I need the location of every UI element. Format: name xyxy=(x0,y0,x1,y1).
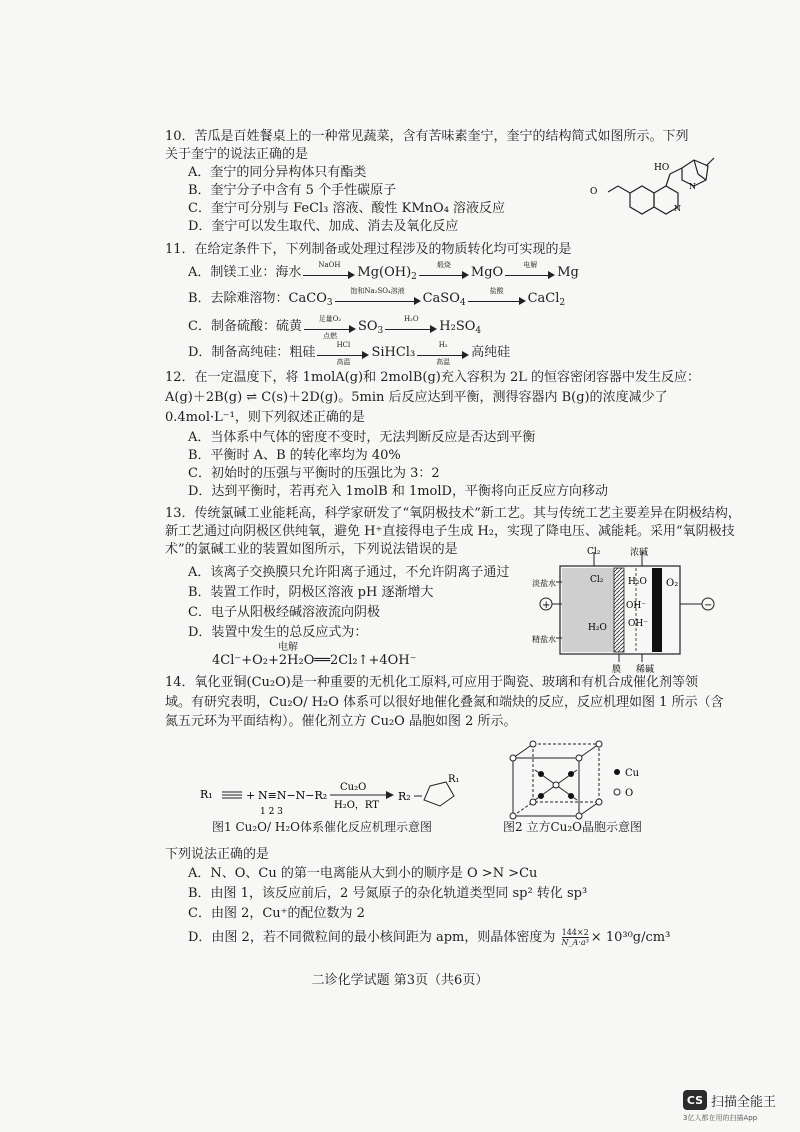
q11-d-prefix: D．制备高纯硅：粗硅 xyxy=(188,345,316,360)
q11-a-arrow3 xyxy=(505,260,555,279)
q13-h2o-left: H₂O xyxy=(588,623,607,633)
q14-fraction-denominator: N_A·a³ xyxy=(561,938,589,947)
q12-stem-line1: 12．在一定温度下，将 1molA(g)和 2molB(g)充入容积为 2L 的恒容密闭容器中发生反应： xyxy=(165,370,701,385)
q14-option-d xyxy=(188,928,670,947)
q11-b-end: CaCl xyxy=(527,291,560,306)
q13-stem-line3: 术”的氯碱工业的装置如图所示，下列说法错误的是 xyxy=(165,542,458,557)
q13-o2: O₂ xyxy=(666,578,679,589)
quinine-ho-label: HO xyxy=(654,163,670,173)
q14-stem-line2: 域。有研究表明，Cu₂O/ H₂O 体系可以很好地催化叠氮和端炔的反应，反应机理如图 1 所示（含 xyxy=(165,695,724,710)
q11-b-arrow2 xyxy=(468,286,526,305)
q11-c-arrow1 xyxy=(304,314,356,340)
q11-c-end: H₂SO xyxy=(439,319,476,334)
q11-option-a: A．制镁工业：海水 NaOH $Mg(OH)_2$ 煅烧 MgO 电解 Mg xyxy=(188,260,579,282)
q14-fig1-r2: R₂ xyxy=(398,790,411,803)
q11-a-arrow3-label: 电解 xyxy=(523,260,538,269)
q13-oh-1: OH⁻ xyxy=(626,601,646,611)
q11-a-mid1: Mg(OH) xyxy=(357,265,412,280)
q11-option-c: C．制备硫酸：硫黄 足量O₂ 点燃 $SO_3$ H₂O $H_2SO_4$ xyxy=(188,314,482,340)
q11-d-arrow2-bottom: 高温 xyxy=(436,357,451,366)
q10-stem-line2: 关于奎宁的说法正确的是 xyxy=(165,147,309,162)
q13-option-d: D．装置中发生的总反应式为： xyxy=(188,625,368,640)
q11-a-arrow2 xyxy=(419,260,469,279)
q14-fig1-caption: 图1 Cu₂O/ H₂O体系催化反应机理示意图 xyxy=(212,820,432,834)
scanner-app-name: 扫描全能王 xyxy=(711,1094,777,1110)
q11-d-end: 高纯硅 xyxy=(471,345,511,360)
q13-membrane: 膜 xyxy=(612,665,622,675)
q14-fig1-conditions: H₂O，RT xyxy=(334,800,379,811)
q13-option-c: C．电子从阳极经碱溶液流向阴极 xyxy=(188,605,380,620)
q13-equation-condition: 电解 xyxy=(278,642,298,653)
q11-d-arrow2 xyxy=(417,340,469,366)
q11-d-arrow1 xyxy=(317,340,369,366)
q14-fig2-caption: 图2 立方Cu₂O晶胞示意图 xyxy=(503,820,643,834)
q10-option-c: C．奎宁可分别与 FeCl₃ 溶液、酸性 KMnO₄ 溶液反应 xyxy=(188,201,506,216)
q11-d-arrow2-top: H₂ xyxy=(438,340,448,349)
q14-figure2-unit-cell xyxy=(505,740,655,820)
q12-option-a: A．当体系中气体的密度不变时，无法判断反应是否达到平衡 xyxy=(188,430,536,445)
q13-h2o-right: H₂O xyxy=(628,577,647,587)
q11-d-mid: SiHCl₃ xyxy=(371,345,416,360)
q14-fig1-numbers: 1 2 3 xyxy=(260,807,283,817)
svg-text:N: N xyxy=(689,182,696,191)
quinine-structure-diagram xyxy=(590,148,720,238)
q11-c-prefix: C．制备硫酸：硫黄 xyxy=(188,319,302,334)
q12-stem-line3: 0.4mol·L⁻¹，则下列叙述正确的是 xyxy=(165,410,365,425)
svg-text:+: + xyxy=(246,789,256,802)
q11-c-arrow1-bottom: 点燃 xyxy=(322,331,337,340)
q11-a-arrow2-label: 煅烧 xyxy=(436,260,451,269)
scanner-watermark xyxy=(683,1090,776,1110)
q14-fig2-legend-o: O xyxy=(625,788,634,799)
q11-a-arrow1-label: NaOH xyxy=(318,260,341,269)
q10-option-b: B．奎宁分子中含有 5 个手性碳原子 xyxy=(188,183,397,198)
q11-option-d xyxy=(188,340,511,366)
q13-sat-brine: 精盐水 xyxy=(532,635,556,644)
q13-plus-terminal: + xyxy=(542,600,551,611)
q13-stem-line2: 新工艺通过向阴极区供纯氧，避免 H⁺直接得电子生成 H₂，实现了降电压、减能耗。采用“氧阴极技 xyxy=(165,524,735,539)
q11-a-mid2: MgO xyxy=(470,265,504,280)
q11-d-arrow1-bottom: 高温 xyxy=(336,357,351,366)
q13-cl2-inner: Cl₂ xyxy=(590,575,604,585)
q14-fig1-r1: R₁ xyxy=(200,788,213,801)
q13-electrolysis-diagram xyxy=(532,546,722,676)
q14-option-d-text: D．由图 2，若不同微粒间的最小核间距为 apm，则晶体密度为 xyxy=(188,930,556,945)
scanner-logo-icon: CS xyxy=(683,1090,707,1110)
q14-stem-line1: 14．氧化亚铜(Cu₂O)是一种重要的无机化工原料,可应用于陶瓷、玻璃和有机合成催化剂等领 xyxy=(165,675,699,690)
q14-option-b: B．由图 1，该反应前后，2 号氮原子的杂化轨道类型同 sp² 转化 sp³ xyxy=(188,886,588,901)
q11-d-arrow1-top: HCl xyxy=(336,340,351,349)
q13-equation: 4Cl⁻+O₂+2H₂O══2Cl₂↑+4OH⁻ xyxy=(212,653,417,668)
scanner-tagline: 3亿人都在用的扫描App xyxy=(683,1114,758,1122)
q14-option-c: C．由图 2，Cu⁺的配位数为 2 xyxy=(188,906,365,921)
q14-prompt: 下列说法正确的是 xyxy=(165,847,270,862)
q11-stem: 11．在给定条件下，下列制备或处理过程涉及的物质转化均可实现的是 xyxy=(165,242,572,257)
q11-b-arrow1 xyxy=(335,286,421,305)
q13-cl2-top: Cl₂ xyxy=(587,547,601,557)
q13-option-a: A．该离子交换膜只允许阳离子通过，不允许阴离子通过 xyxy=(188,565,510,580)
q11-c-mid: SO xyxy=(357,319,378,334)
q11-a-end: Mg xyxy=(557,265,579,280)
q11-option-b: B．去除难溶物：CaCO$_3$ 饱和Na₂SO₄溶液 CaSO$_4$ 盐酸 CaCl$_2$ xyxy=(188,286,566,308)
q13-dilute-alkali: 稀碱 xyxy=(636,665,655,675)
q13-conc-alkali: 浓碱 xyxy=(630,548,649,558)
q11-c-arrow2 xyxy=(385,314,437,333)
q13-oh-2: OH⁻ xyxy=(628,619,648,629)
q12-option-d: D．达到平衡时，若再充入 1molB 和 1molD，平衡将向正反应方向移动 xyxy=(188,484,608,499)
svg-text:O: O xyxy=(590,187,598,197)
q14-fig1-r1-product: R₁ xyxy=(448,774,460,785)
q12-option-b: B．平衡时 A、B 的转化率均为 40% xyxy=(188,448,401,463)
q14-fig1-catalyst: Cu₂O xyxy=(340,782,367,793)
q12-stem-line2: A(g)＋2B(g) ⇌ C(s)＋2D(g)。5min 后反应达到平衡，测得容器内 B(g)的浓度减少了 xyxy=(165,390,668,405)
q11-b-prefix: B．去除难溶物：CaCO xyxy=(188,291,327,306)
q11-a-prefix: A．制镁工业：海水 xyxy=(188,265,302,280)
q13-stem-line1: 13．传统氯碱工业能耗高，科学家研发了“氧阴极技术”新工艺。其与传统工艺主要差异在阴极结构， xyxy=(165,506,741,521)
q14-fig2-legend-cu: Cu xyxy=(625,768,640,779)
q14-figure1-reaction xyxy=(200,770,500,820)
q11-c-arrow1-top: 足量O₂ xyxy=(318,314,342,323)
q12-option-c: C．初始时的压强与平衡时的压强比为 3：2 xyxy=(188,466,440,481)
q13-dilute-brine: 淡盐水 xyxy=(532,579,556,588)
q14-option-a: A．N、O、Cu 的第一电离能从大到小的顺序是 O >N >Cu xyxy=(188,866,538,881)
q11-a-arrow1 xyxy=(303,260,355,279)
q14-density-tail: × 10³⁰g/cm³ xyxy=(590,930,671,945)
q14-stem-line3: 氮五元环为平面结构）。催化剂立方 Cu₂O 晶胞如图 2 所示。 xyxy=(165,714,517,729)
q14-fraction-numerator: 144×2 xyxy=(561,928,589,937)
q13-minus-terminal: − xyxy=(704,600,713,611)
page-footer: 二诊化学试题 第3页（共6页） xyxy=(311,973,489,988)
q11-b-arrow2-label: 盐酸 xyxy=(489,286,504,295)
q11-b-mid: CaSO xyxy=(422,291,460,306)
q10-stem-line1: 10．苦瓜是百姓餐桌上的一种常见蔬菜，含有苦味素奎宁，奎宁的结构简式如图所示。下列 xyxy=(165,129,689,144)
q10-option-a: A．奎宁的同分异构体只有酯类 xyxy=(188,165,367,180)
q14-density-fraction xyxy=(562,928,589,947)
svg-text:N: N xyxy=(674,204,681,213)
q14-fig1-azide: N≡N−N−R₂ xyxy=(258,789,328,802)
q10-option-d: D．奎宁可以发生取代、加成、消去及氧化反应 xyxy=(188,219,459,234)
q13-option-b: B．装置工作时，阴极区溶液 pH 逐渐增大 xyxy=(188,585,434,600)
q11-c-arrow2-label: H₂O xyxy=(403,314,419,323)
q11-b-arrow1-label: 饱和Na₂SO₄溶液 xyxy=(350,286,405,295)
